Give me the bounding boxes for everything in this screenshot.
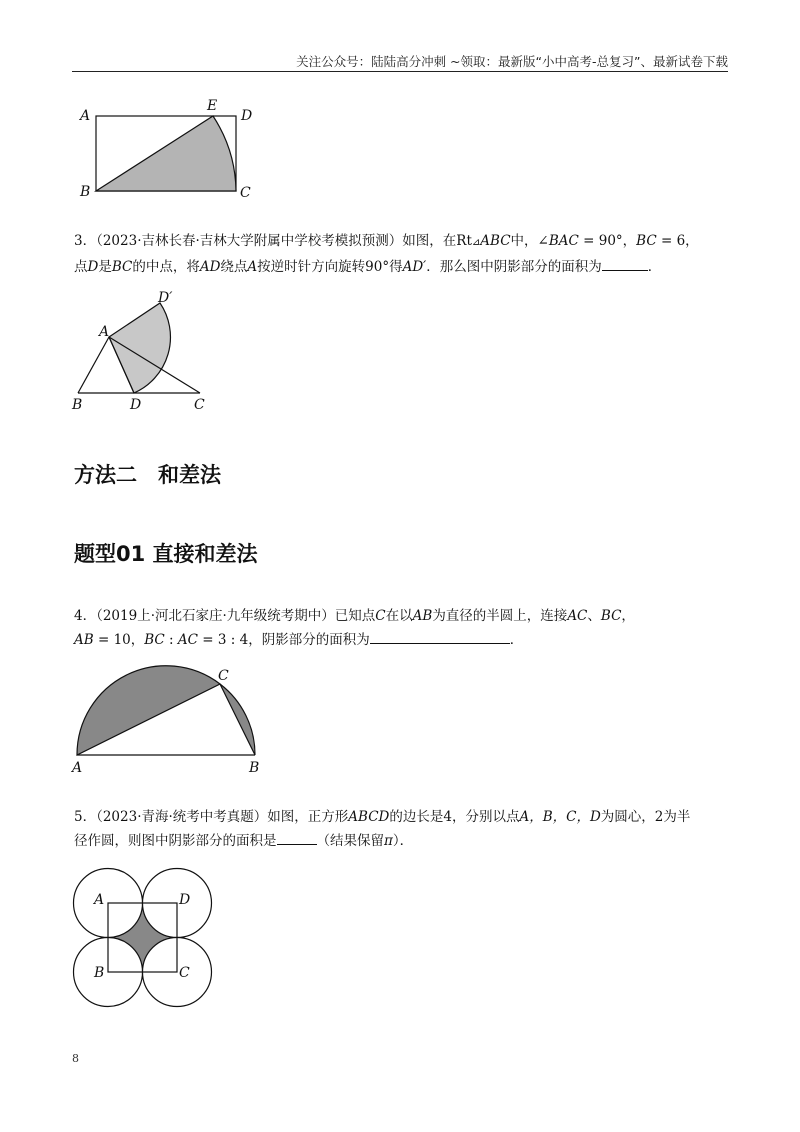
section-heading-method: 方法二 和差法 [74,463,221,487]
label-a: A [94,892,105,908]
label-d: D [179,892,191,908]
label-a: A [72,760,83,776]
page-header-text: 关注公众号：陆陆高分冲刺 ~领取：最新版“小中高考-总复习”、最新试卷下载 [296,54,728,69]
question-4-line-1: 4．（2019上·河北石家庄·九年级统考期中）已知点C在以AB为直径的半圆上，连接AC、BC， [74,608,635,624]
figure-semicircle [66,662,276,774]
shaded-sector [109,303,170,393]
section-heading-type: 题型01 直接和差法 [74,542,258,566]
label-c: C [179,965,190,981]
label-d: D [241,108,253,124]
label-b: B [249,760,260,776]
question-3-line-2: 点D是BC的中点，将AD绕点A按逆时针方向旋转90°得AD′．那么图中阴影部分的面积为 ． [74,259,662,275]
label-c: C [240,185,251,201]
label-d-prime: D′ [158,290,173,306]
question-4-line-2: AB = 10，BC : AC = 3 : 4，阴影部分的面积为 ． [74,632,524,648]
label-c: C [218,668,229,684]
label-b: B [72,397,83,413]
shaded-sector [96,116,236,191]
question-3 [74,229,734,279]
label-e: E [207,98,218,114]
label-b: B [80,184,91,200]
side-ab [78,337,109,393]
label-d: D [130,397,142,413]
question-3-line-1: 3．（2023·吉林长春·吉林大学附属中学校考模拟预测）如图，在Rt⊿ABC中，∠BAC = 90°，BC = 6， [74,233,699,249]
figure-triangle-rotation [66,290,226,415]
figure-rectangle-sector [70,96,270,206]
header-divider [72,71,728,72]
answer-blank[interactable] [370,631,510,644]
question-5-line-1: 5．（2023·青海·统考中考真题）如图，正方形ABCD的边长是4，分别以点A，B，C，D为圆心，2为半 [74,809,691,825]
figure-square-circles [72,862,222,1012]
answer-blank[interactable] [277,832,317,845]
label-c: C [194,397,205,413]
label-a: A [99,324,110,340]
question-5 [74,805,734,853]
shaded-segment-ac [77,666,220,755]
label-b: B [94,965,105,981]
page-number: 8 [72,1052,79,1065]
question-5-line-2: 径作圆，则图中阴影部分的面积是 （结果保留π）． [74,833,414,849]
label-a: A [80,108,91,124]
answer-blank[interactable] [602,258,648,271]
question-4 [74,604,734,652]
shaded-segment-bc [220,684,255,755]
